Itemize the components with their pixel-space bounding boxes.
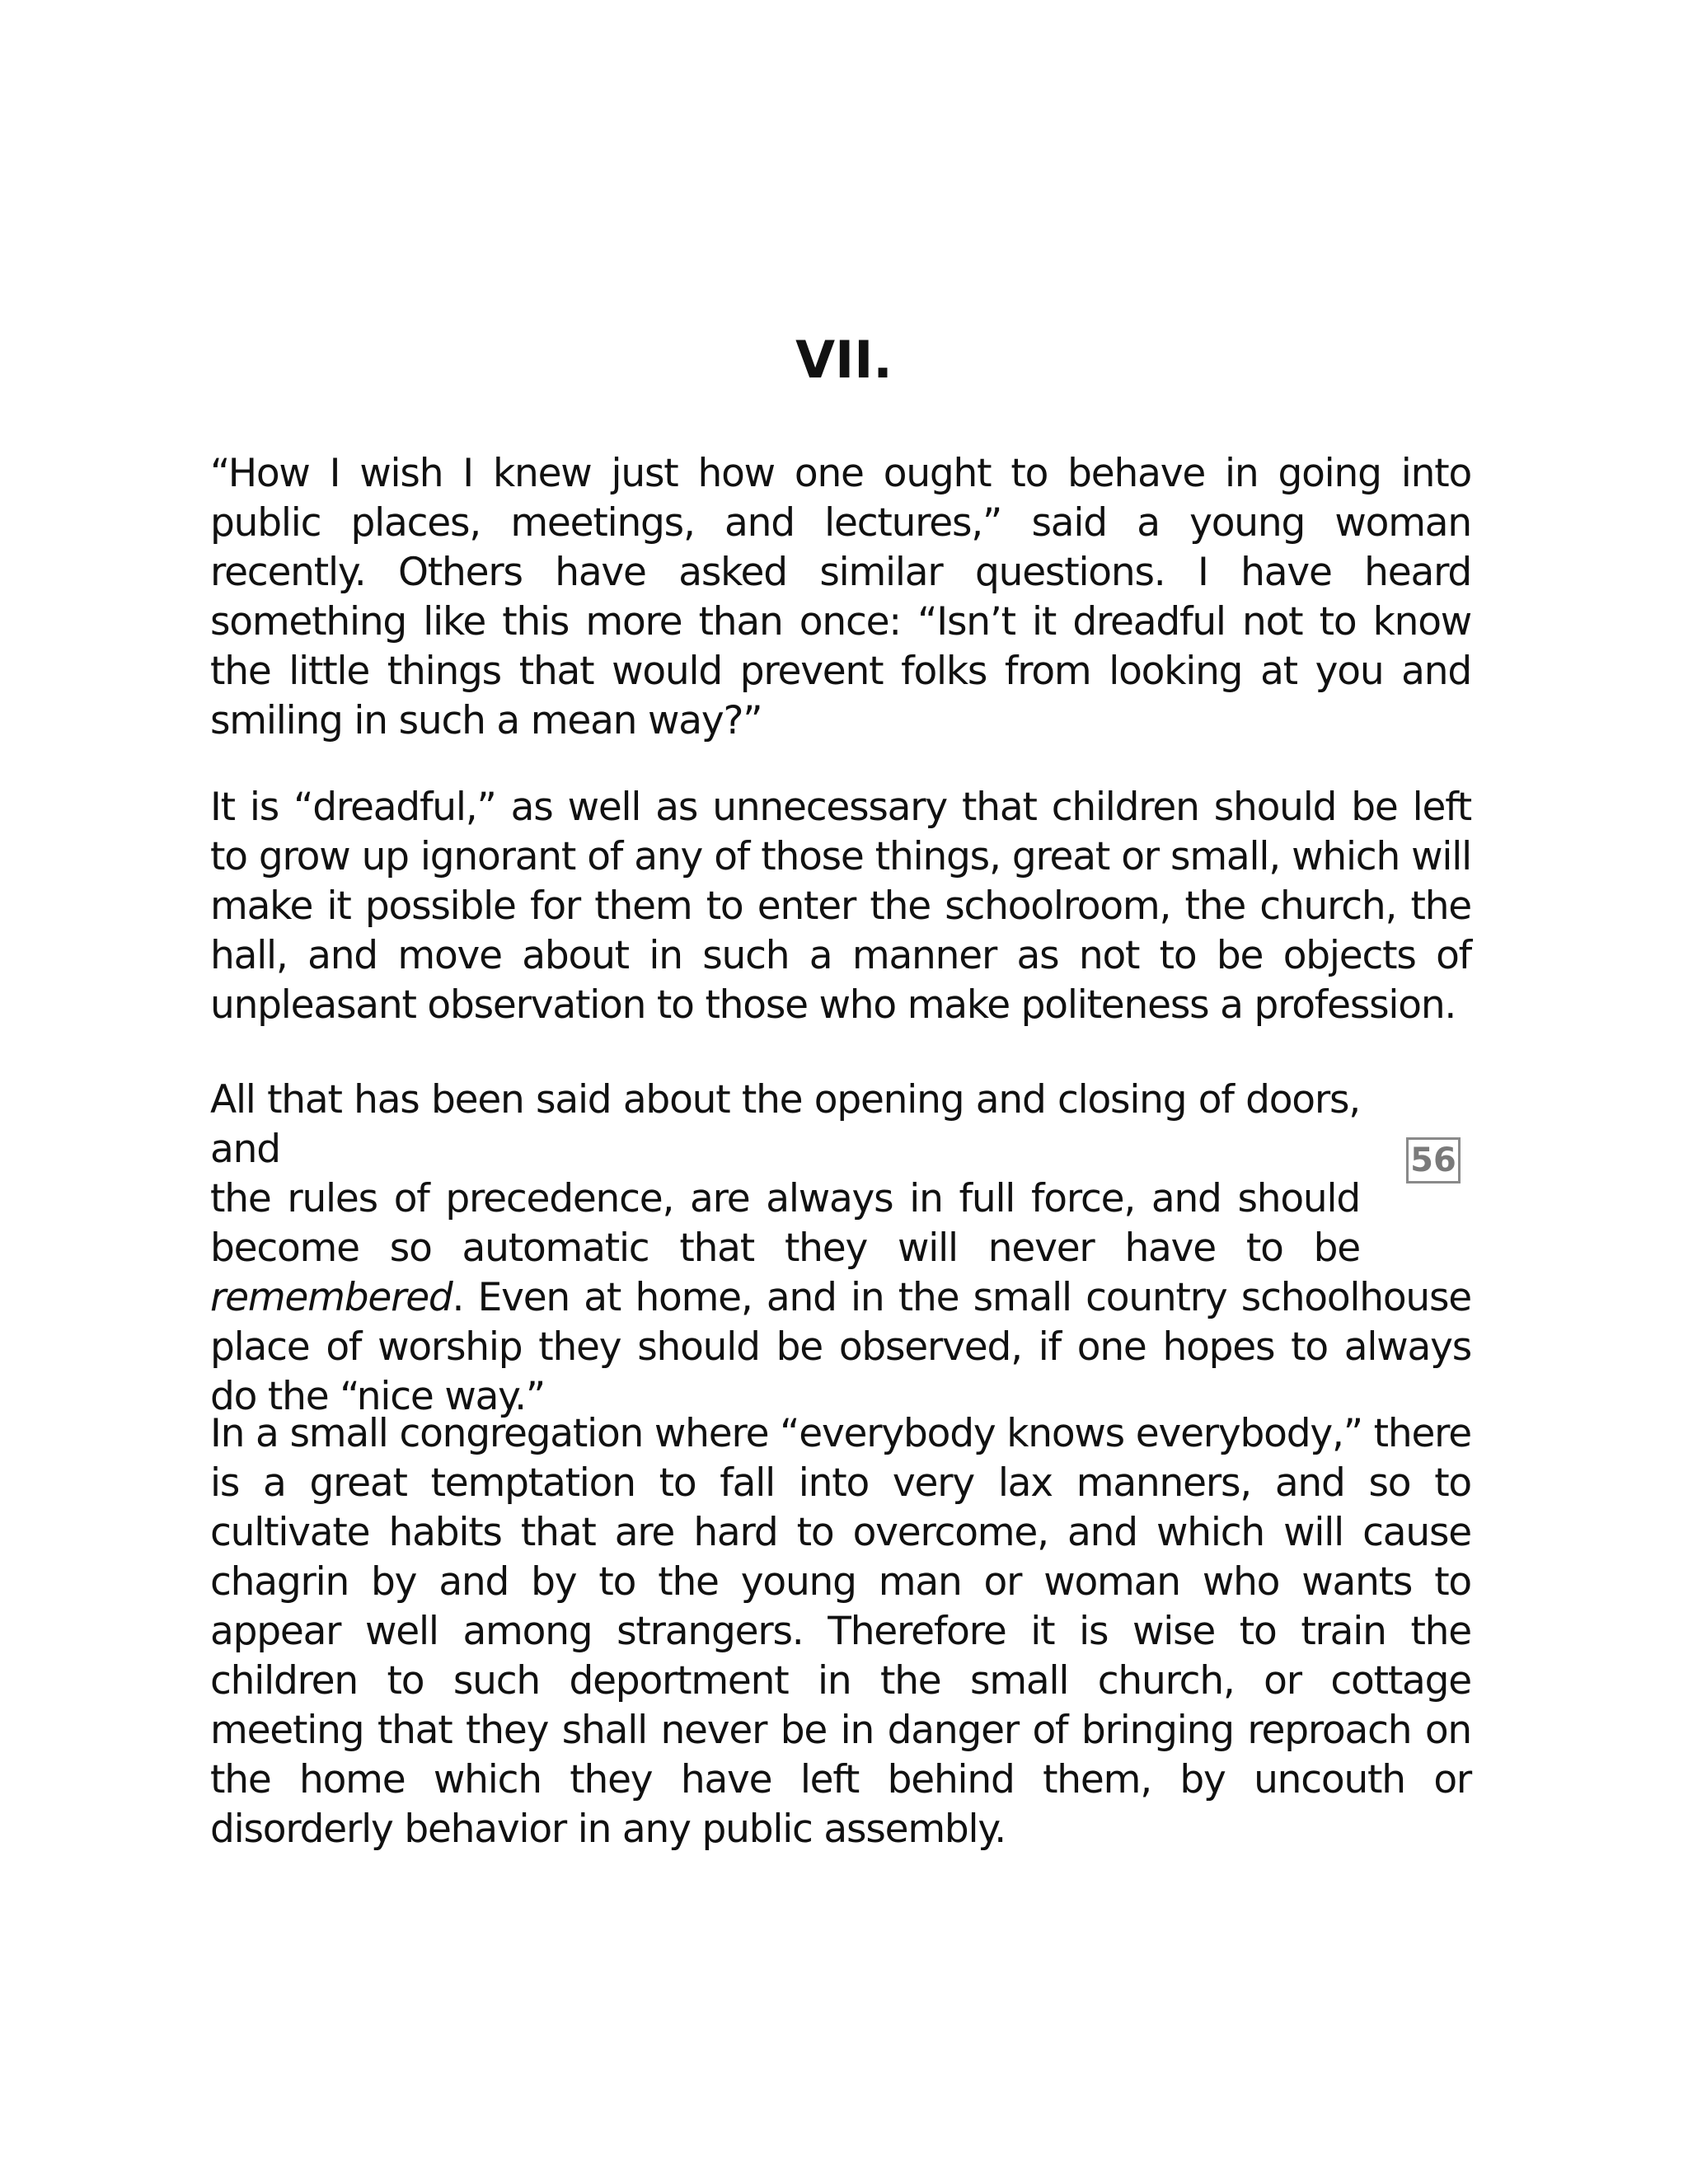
paragraph-3-line-1: All that has been said about the opening and closing of doors, and [210,1077,1360,1172]
paragraph-2: It is “dreadful,” as well as unnecessary that children should be left to grow up ignorant of any of those things, great or small, which will make it possible for them to enter the schoolroom, the church, the hall, and move about in such a manner as not to be objects of unpleasant observation to those who make politeness a profession. [210,785,1471,1028]
paragraph-4: In a small congregation where “everybody knows everybody,” there is a great temptation to fall into very lax manners, and so to cultivate habits that are hard to overcome, and which will cause chagrin by and by to the young man or woman who wants to appear well among strangers. Therefore it is wise to train the children to such deportment in the small church, or cottage meeting that they shall never be in danger of bringing reproach on the home which they have left behind them, by uncouth or disorderly behavior in any public assembly. [210,1411,1471,1852]
paragraph-3-line-3: become so automatic that they will never have to be [210,1226,1360,1271]
page-number-badge: 56 [1406,1137,1461,1183]
paragraph-3-rest: . Even at home, and in the small country schoolhouse place of worship they should be observed, if one hopes to always do the “nice way.” [210,1275,1471,1419]
italic-word-remembered: remembered [210,1275,452,1320]
paragraph-3 [210,1076,1471,1422]
chapter-heading: VII. [795,330,893,390]
paragraph-3-line-2: the rules of precedence, are always in full force, and should [210,1176,1360,1221]
paragraph-1: “How I wish I knew just how one ought to behave in going into public places, meetings, and lectures,” said a young woman recently. Others have asked similar questions. I have heard something like this more than once: “Isn’t it dreadful not to know the little things that would prevent folks from looking at you and smiling in such a mean way?” [210,451,1471,743]
paragraph-3-remainder [210,1273,1471,1422]
